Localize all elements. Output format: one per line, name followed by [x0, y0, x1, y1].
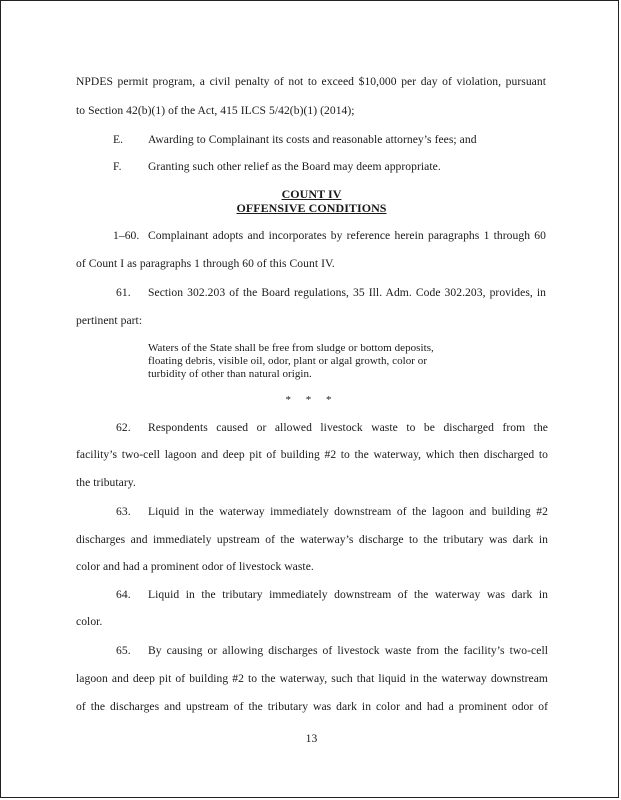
list-label: E.: [113, 133, 124, 146]
count-heading: COUNT IV: [281, 187, 342, 201]
paragraph-line: Complainant adopts and incorporates by reference herein paragraphs 1 through 60: [148, 229, 546, 242]
paragraph-number: 65.: [116, 644, 131, 657]
paragraph-number: 64.: [116, 588, 131, 601]
block-quote-line: Waters of the State shall be free from sludge or bottom deposits,: [148, 342, 434, 354]
block-quote-line: turbidity of other than natural origin.: [148, 368, 312, 380]
paragraph-number: 62.: [116, 421, 131, 434]
count-subheading: OFFENSIVE CONDITIONS: [236, 201, 387, 215]
paragraph-number: 61.: [116, 286, 131, 299]
paragraph-line: lagoon and deep pit of building #2 to the waterway, such that liquid in the waterway downstream: [76, 672, 548, 685]
paragraph-line: discharges and immediately upstream of the waterway’s discharge to the tributary was dark in: [76, 533, 548, 546]
paragraph-line: Section 302.203 of the Board regulations, 35 Ill. Adm. Code 302.203, provides, in: [148, 286, 546, 299]
paragraph-line: of the discharges and upstream of the tributary was dark in color and had a prominent odor of: [76, 700, 548, 713]
block-quote-line: floating debris, visible oil, odor, plant or algal growth, color or: [148, 355, 428, 367]
paragraph-line: the tributary.: [76, 476, 136, 489]
list-item-text: Awarding to Complainant its costs and reasonable attorney’s fees; and: [148, 133, 477, 146]
paragraph-number: 63.: [116, 505, 131, 518]
paragraph-line: facility’s two-cell lagoon and deep pit of building #2 to the waterway, which then discharged to: [76, 448, 548, 461]
paragraph-line: color and had a prominent odor of livestock waste.: [76, 560, 314, 573]
paragraph-line: By causing or allowing discharges of livestock waste from the facility’s two-cell: [148, 644, 548, 657]
paragraph-line: to Section 42(b)(1) of the Act, 415 ILCS 5/42(b)(1) (2014);: [76, 104, 355, 117]
list-label: F.: [113, 160, 122, 173]
ellipsis-marker: * * *: [285, 394, 338, 406]
paragraph-number: 1–60.: [113, 229, 140, 242]
list-item-text: Granting such other relief as the Board may deem appropriate.: [148, 160, 441, 173]
paragraph-line: pertinent part:: [76, 314, 143, 327]
paragraph-line: Liquid in the waterway immediately downstream of the lagoon and building #2: [148, 505, 548, 518]
page-number: 13: [305, 732, 318, 745]
paragraph-line: NPDES permit program, a civil penalty of not to exceed $10,000 per day of violation, pursuant: [76, 75, 546, 88]
paragraph-line: Respondents caused or allowed livestock waste to be discharged from the: [148, 421, 548, 434]
paragraph-line: Liquid in the tributary immediately downstream of the waterway was dark in: [148, 588, 548, 601]
paragraph-line: color.: [76, 615, 103, 628]
paragraph-line: of Count I as paragraphs 1 through 60 of this Count IV.: [76, 257, 335, 270]
